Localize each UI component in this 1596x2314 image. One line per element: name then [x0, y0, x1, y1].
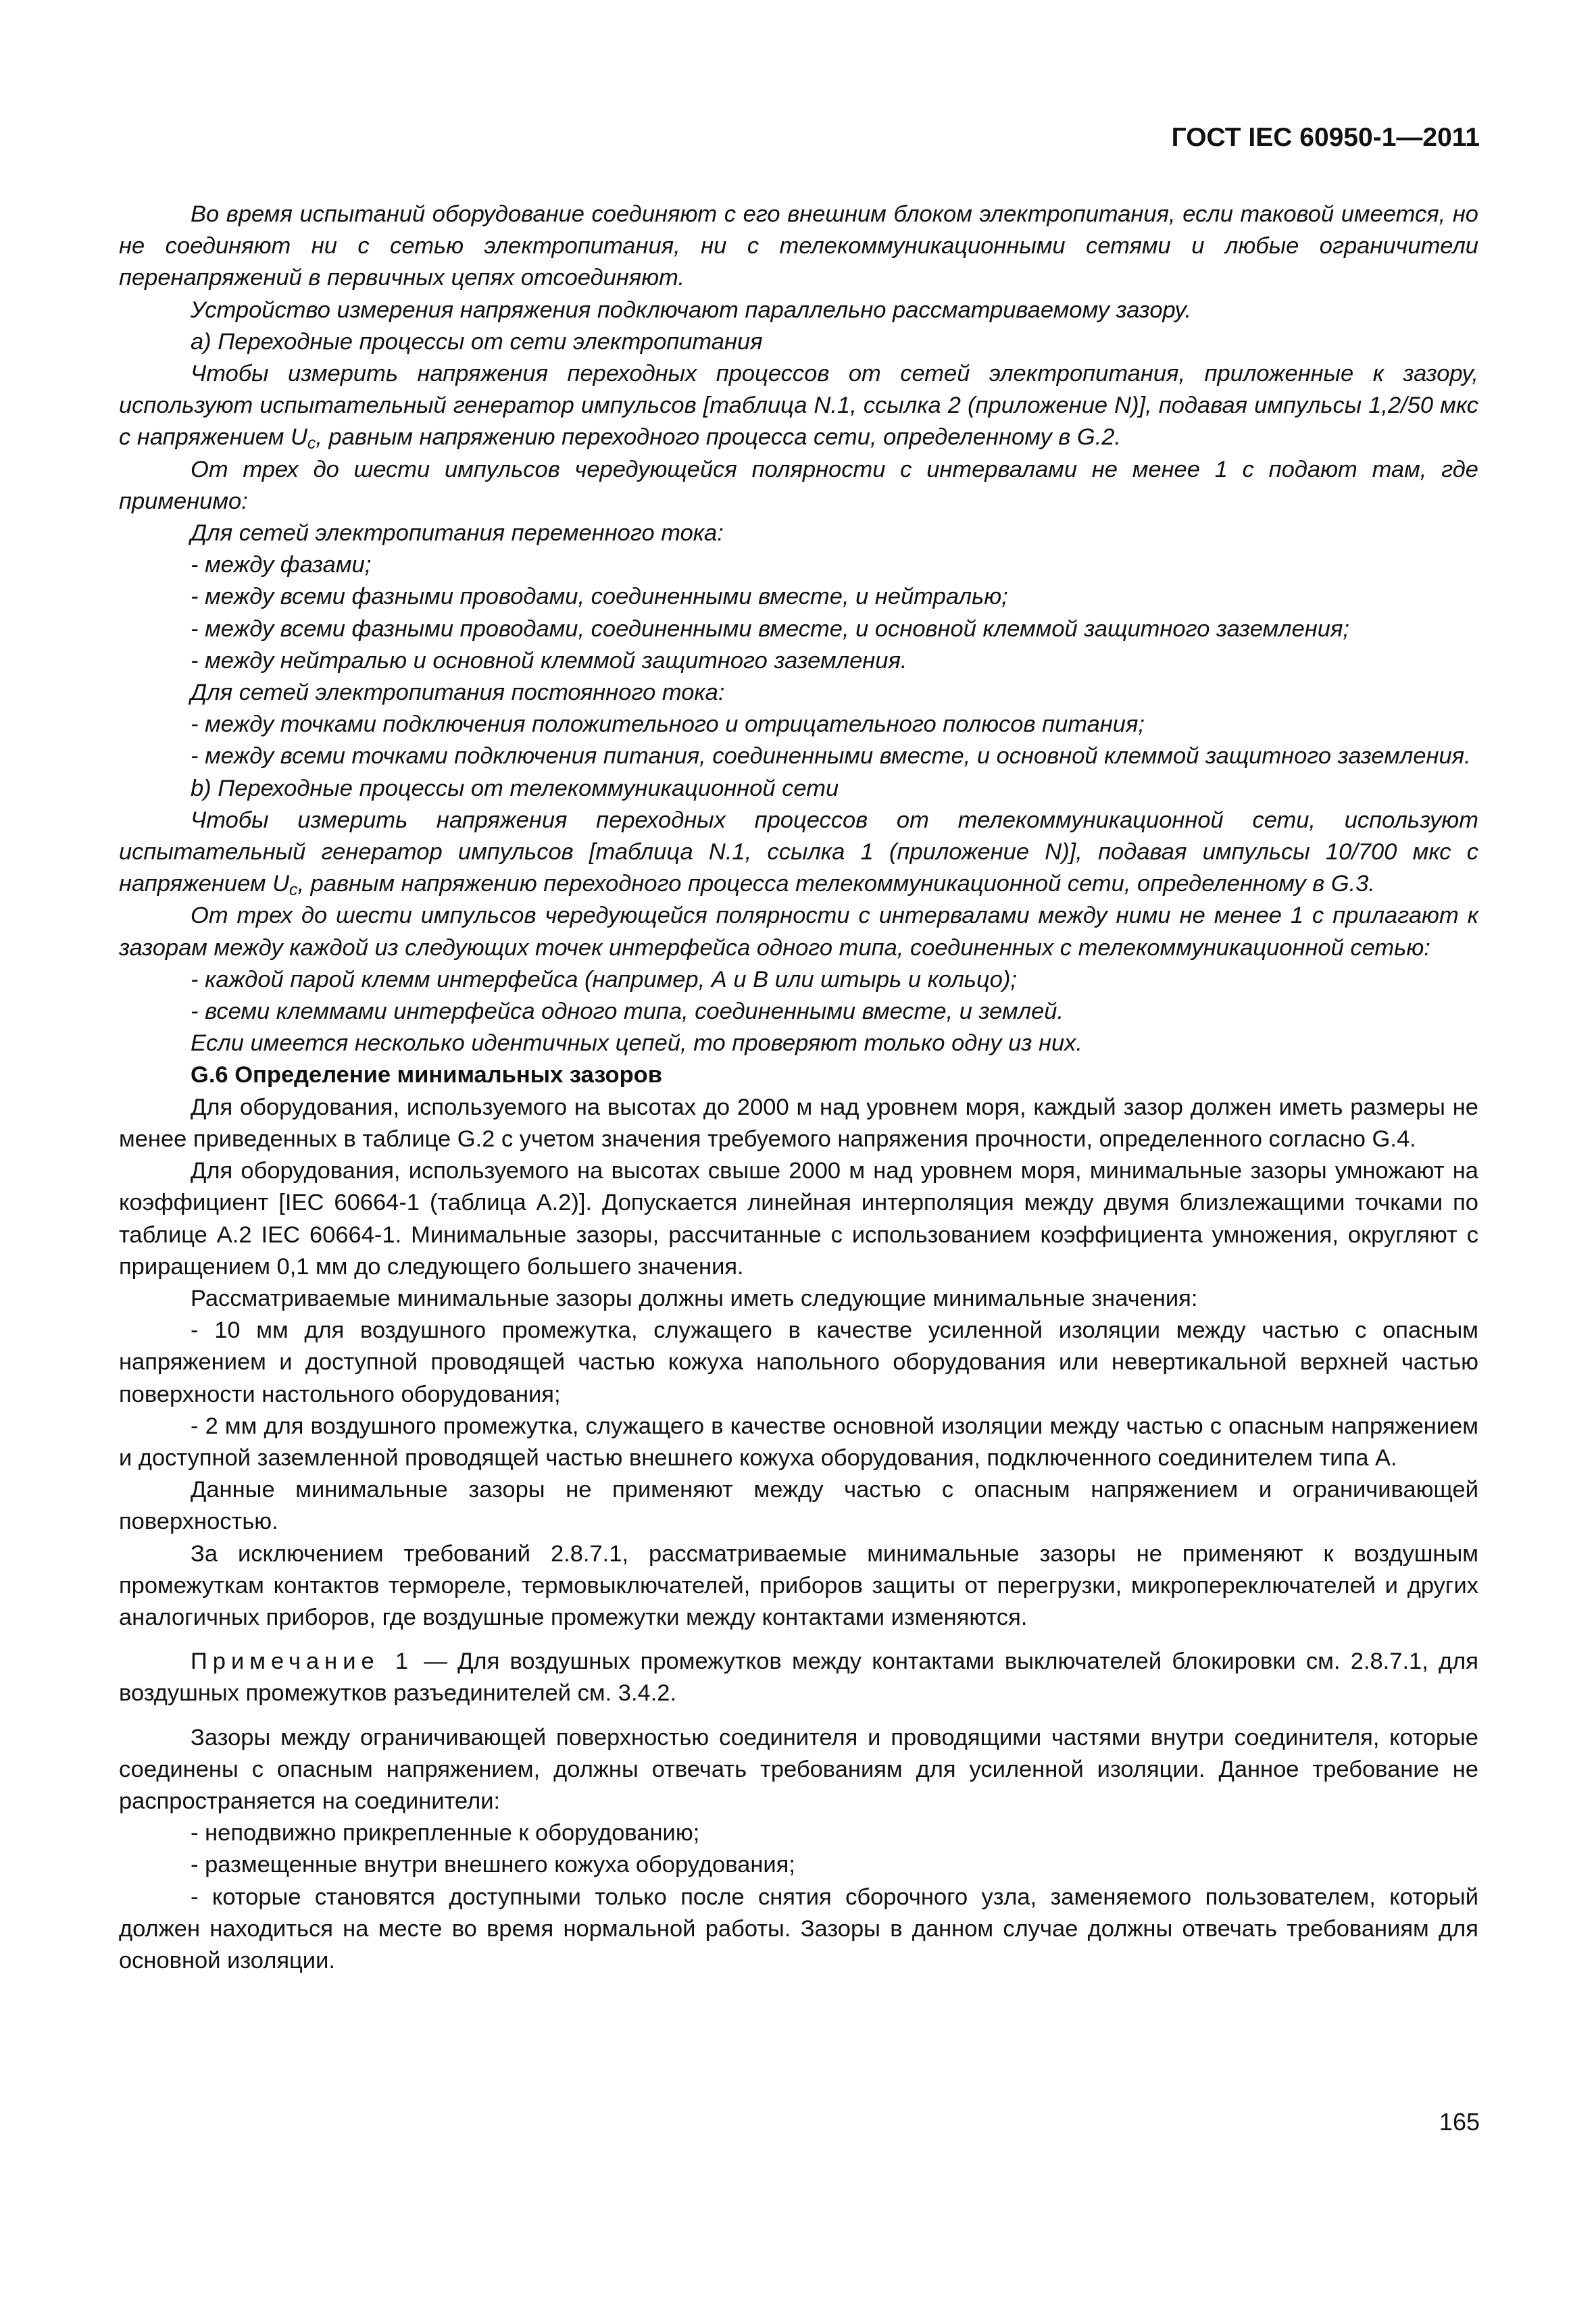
- list-item: - каждой парой клемм интерфейса (например, А и В или штырь и кольцо);: [191, 966, 1017, 992]
- note: [119, 1646, 1478, 1709]
- list-item: - между всеми фазными проводами, соединенными вместе, и нейтралью;: [191, 584, 1008, 610]
- list-item: - неподвижно прикрепленные к оборудованию;: [191, 1820, 700, 1846]
- subscript: c: [307, 434, 316, 453]
- document-body: [119, 199, 1478, 1977]
- document-header: ГОСТ IEC 60950-1—2011: [1171, 123, 1480, 152]
- subscript: c: [289, 881, 298, 900]
- text-run: Чтобы измерить напряжения переходных процессов от сетей электропитания, приложенные к зазору, используют испытательный генератор импульсов [таблица N.1, ссылка 2 (приложение N)], подавая импульсы 1,2/50 мкс с напряжением U: [119, 361, 1478, 451]
- paragraph: Для оборудования, используемого на высотах свыше 2000 м над уровнем моря, минимальные зазоры умножают на коэффициент [IEC 60664-1 (таблица А.2)]. Допускается линейная интерполяция между двумя близлежащими точками по таблице А.2 IEC 60664-1. Минимальные зазоры, рассчитанные с использованием коэффициента умножения, округляют с приращением 0,1 мм до следующего большего значения.: [119, 1158, 1478, 1280]
- list-item: - между всеми точками подключения питания, соединенными вместе, и основной клеммой защитного заземления.: [191, 743, 1471, 770]
- paragraph: Рассматриваемые минимальные зазоры должны иметь следующие минимальные значения:: [191, 1285, 1198, 1311]
- paragraph: Зазоры между ограничивающей поверхностью соединителя и проводящими частями внутри соединителя, которые соединены с опасным напряжением, должны отвечать требованиям для усиленной изоляции. Данное требование не распространяется на соединители:: [119, 1724, 1478, 1814]
- paragraph: Устройство измерения напряжения подключают параллельно рассматриваемому зазору.: [191, 297, 1192, 323]
- text-run: , равным напряжению переходного процесса телекоммуникационной сети, определенному в G.3.: [297, 871, 1375, 897]
- text-run: Чтобы измерить напряжения переходных процессов от телекоммуникационной сети, используют испытательный генератор импульсов [таблица N.1, ссылка 1 (приложение N)], подавая импульсы 10/700 мкс с напряжением U: [119, 807, 1478, 897]
- note-text: — Для воздушных промежутков между контактами выключателей блокировки см. 2.8.7.1, для воздушных промежутков разъединителей см. 3.4.2.: [119, 1649, 1478, 1707]
- list-item: - размещенные внутри внешнего кожуха оборудования;: [191, 1852, 795, 1878]
- list-item: - всеми клеммами интерфейса одного типа, соединенными вместе, и землей.: [191, 999, 1064, 1025]
- text-run: , равным напряжению переходного процесса сети, определенному в G.2.: [316, 424, 1122, 451]
- subsection-title: b) Переходные процессы от телекоммуникационной сети: [191, 775, 839, 801]
- paragraph: [119, 805, 1478, 901]
- list-item: - между точками подключения положительного и отрицательного полюсов питания;: [191, 711, 1145, 738]
- list-item: - которые становятся доступными только после снятия сборочного узла, заменяемого пользователем, который должен находиться на месте во время нормальной работы. Зазоры в данном случае должны отвечать требованиям для основной изоляции.: [119, 1884, 1478, 1973]
- paragraph: Для сетей электропитания постоянного тока:: [191, 680, 725, 706]
- paragraph: Для оборудования, используемого на высотах до 2000 м над уровнем моря, каждый зазор должен иметь размеры не менее приведенных в таблице G.2 с учетом значения требуемого напряжения прочности, определенного согласно G.4.: [119, 1094, 1478, 1152]
- page-number: 165: [1439, 2108, 1480, 2136]
- list-item: - 2 мм для воздушного промежутка, служащего в качестве основной изоляции между частью с опасным напряжением и доступной заземленной проводящей частью внешнего кожуха оборудования, подключенного соединителем типа А.: [119, 1413, 1478, 1471]
- list-item: - между всеми фазными проводами, соединенными вместе, и основной клеммой защитного заземления;: [191, 615, 1349, 642]
- paragraph: От трех до шести импульсов чередующейся полярности с интервалами между ними не менее 1 с прилагают к зазорам между каждой из следующих точек интерфейса одного типа, соединенных с телекоммуникационной сетью:: [119, 903, 1478, 961]
- list-item: - 10 мм для воздушного промежутка, служащего в качестве усиленной изоляции между частью с опасным напряжением и доступной проводящей частью кожуха напольного оборудования или невертикальной верхней частью поверхности настольного оборудования;: [119, 1317, 1478, 1407]
- paragraph: Данные минимальные зазоры не применяют между частью с опасным напряжением и ограничивающей поверхностью.: [119, 1477, 1478, 1535]
- paragraph: Если имеется несколько идентичных цепей, то проверяют только одну из них.: [191, 1030, 1082, 1057]
- paragraph: Во время испытаний оборудование соединяют с его внешним блоком электропитания, если таковой имеется, но не соединяют ни с сетью электропитания, ни с телекоммуникационными сетями и любые ограничители перенапряжений в первичных цепях отсоединяют.: [119, 201, 1478, 291]
- subsection-title: a) Переходные процессы от сети электропитания: [191, 328, 763, 355]
- paragraph: Для сетей электропитания переменного тока:: [191, 520, 724, 547]
- paragraph: [119, 358, 1478, 454]
- note-label: Примечание 1: [191, 1649, 414, 1675]
- list-item: - между нейтралью и основной клеммой защитного заземления.: [191, 647, 907, 674]
- section-heading: G.6 Определение минимальных зазоров: [191, 1062, 662, 1088]
- paragraph: За исключением требований 2.8.7.1, рассматриваемые минимальные зазоры не применяют к воздушным промежуткам контактов термореле, термовыключателей, приборов защиты от перегрузки, микропереключателей и других аналогичных приборов, где воздушные промежутки между контактами изменяются.: [119, 1540, 1478, 1630]
- list-item: - между фазами;: [191, 552, 372, 578]
- paragraph: От трех до шести импульсов чередующейся полярности с интервалами не менее 1 с подают там, где применимо:: [119, 456, 1478, 514]
